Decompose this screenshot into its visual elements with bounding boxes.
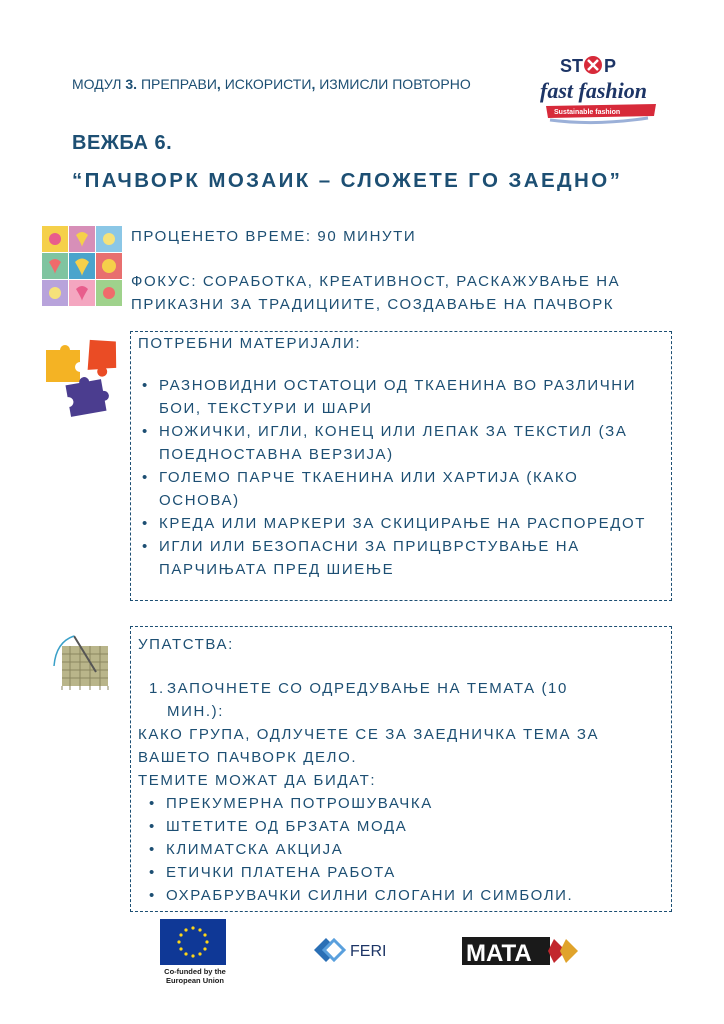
eu-flag: [160, 919, 226, 965]
step-text: ЗАПОЧНЕТЕ СО ОДРЕДУВАЊЕ НА ТЕМАТА (10 МИН.):: [167, 680, 568, 720]
instructions-body: [138, 723, 663, 792]
module-part-3: ИЗМИСЛИ ПОВТОРНО: [315, 76, 471, 92]
feri-text: FERI: [350, 943, 387, 960]
module-part-1: ПРЕПРАВИ: [137, 76, 217, 92]
exercise-label: ВЕЖБА 6.: [72, 132, 173, 154]
list-item: • КЛИМАТСКА АКЦИЈА: [166, 838, 573, 861]
logo-fast-fashion: fast fashion: [540, 78, 647, 103]
list-item: • НОЖИЧКИ, ИГЛИ, КОНЕЦ ИЛИ ЛЕПАК ЗА ТЕКСТИЛ (ЗА ПОЕДНОСТАВНА ВЕРЗИЈА): [159, 420, 664, 466]
mata-logo: [462, 933, 582, 969]
list-item: • РАЗНОВИДНИ ОСТАТОЦИ ОД ТКАЕНИНА ВО РАЗЛИЧНИ БОИ, ТЕКСТУРИ И ШАРИ: [159, 374, 664, 420]
logo-tagline: Sustainable fashion: [554, 109, 621, 116]
comma: ,: [216, 76, 221, 92]
materials-box: [130, 331, 672, 601]
module-part-2: ИСКОРИСТИ: [220, 76, 312, 92]
list-item: • ЕТИЧКИ ПЛАТЕНА РАБОТА: [166, 861, 573, 884]
list-item: • КРЕДА ИЛИ МАРКЕРИ ЗА СКИЦИРАЊЕ НА РАСПОРЕДОТ: [159, 512, 664, 535]
stop-fast-fashion-logo: [536, 52, 660, 136]
module-heading: [72, 74, 492, 95]
comma: ,: [311, 76, 316, 92]
list-item: [149, 677, 589, 723]
focus-text: ФОКУС: СОРАБОТКА, КРЕАТИВНОСТ, РАСКАЖУВАЊЕ НА ПРИКАЗНИ ЗА ТРАДИЦИИТЕ, СОЗДАВАЊЕ НА ПАЧВОРК: [131, 273, 621, 313]
list-item: • ПРЕКУМЕРНА ПОТРОШУВАЧКА: [166, 792, 573, 815]
page-title: “ПАЧВОРК МОЗАИК – СЛОЖЕТЕ ГО ЗАЕДНО”: [72, 169, 623, 192]
logo-stop-text-p: P: [604, 56, 617, 76]
materials-list: [131, 374, 664, 581]
list-item: • ИГЛИ ИЛИ БЕЗОПАСНИ ЗА ПРИЦВРСТУВАЊЕ НА ПАРЧИЊАТА ПРЕД ШИЕЊЕ: [159, 535, 664, 581]
puzzle-pieces-icon: [44, 338, 124, 418]
instructions-box: [130, 626, 672, 912]
step-number: 1.: [149, 680, 165, 697]
themes-list: [131, 792, 573, 907]
sewing-needle-icon: [44, 630, 124, 690]
mata-text: MATA: [466, 940, 532, 967]
estimated-time: ПРОЦЕНЕТО ВРЕМЕ: 90 МИНУТИ: [131, 228, 417, 245]
list-item: • ГОЛЕМО ПАРЧЕ ТКАЕНИНА ИЛИ ХАРТИЈА (КАКО ОСНОВА): [159, 466, 664, 512]
steps-list: [149, 677, 589, 723]
list-item: • ОХРАБРУВАЧКИ СИЛНИ СЛОГАНИ И СИМБОЛИ.: [166, 884, 573, 907]
materials-heading: ПОТРЕБНИ МАТЕРИЈАЛИ:: [138, 335, 362, 352]
instructions-heading: УПАТСТВА:: [138, 636, 234, 653]
module-prefix: МОДУЛ: [72, 76, 126, 92]
instructions-line-1: КАКО ГРУПА, ОДЛУЧЕТЕ СЕ ЗА ЗАЕДНИЧКА ТЕМА ЗА ВАШЕТО ПАЧВОРК ДЕЛО.: [138, 726, 600, 766]
module-number: 3.: [125, 76, 138, 92]
list-item: • ШТЕТИТЕ ОД БРЗАТА МОДА: [166, 815, 573, 838]
eu-caption: Co-funded by the European Union: [164, 967, 226, 985]
instructions-line-2: ТЕМИТЕ МОЖАТ ДА БИДАТ:: [138, 772, 377, 789]
feri-logo: [310, 930, 390, 970]
patchwork-quilt-icon: [42, 226, 122, 306]
logo-stop-text: ST: [560, 56, 584, 76]
